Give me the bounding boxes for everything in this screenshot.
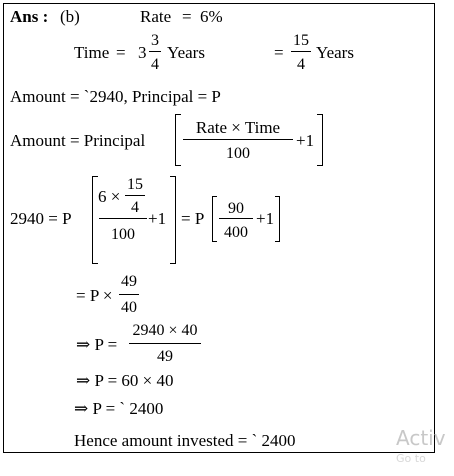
time-unit-2: Years: [316, 43, 354, 62]
time-fraction-denominator: 4: [151, 56, 159, 73]
substitute-six-times: 6 ×: [98, 187, 121, 206]
given-line: Amount = `2940, Principal = P: [10, 87, 221, 106]
time-whole: 3: [138, 43, 147, 62]
formula-plus-one: +1: [296, 131, 315, 150]
substitute2-left-bracket: [212, 196, 217, 242]
formula-bar: [183, 139, 293, 140]
answer-prefix: Ans :: [10, 7, 49, 26]
substitute-inner-denominator: 4: [131, 199, 139, 216]
substitute-mid: = P: [181, 209, 205, 228]
formula-denominator: 100: [226, 145, 250, 162]
step1-numerator: 49: [121, 273, 137, 290]
activation-watermark: Activ: [396, 426, 446, 450]
step2-text: ⇒ P =: [76, 335, 118, 354]
substitute-inner-numerator: 15: [127, 176, 143, 193]
rate-label: Rate: [140, 7, 172, 26]
formula-lhs: Amount = Principal: [10, 131, 146, 150]
time-label: Time: [74, 43, 110, 62]
time-denominator-2: 4: [297, 56, 305, 73]
step2-numerator: 2940 × 40: [132, 322, 198, 339]
substitute2-bar: [219, 218, 253, 219]
substitute-main-bar: [99, 218, 147, 219]
substitute-right-bracket: [170, 176, 176, 264]
substitute2-right-bracket: [275, 196, 280, 242]
step2-bar: [129, 343, 201, 344]
step4-text: ⇒ P = ` 2400: [74, 399, 164, 418]
answer-option: (b): [60, 7, 80, 26]
time-equals-2: =: [274, 43, 284, 62]
substitute2-numerator: 90: [228, 200, 244, 217]
step1-bar: [119, 294, 139, 295]
formula-left-bracket: [175, 114, 181, 166]
time-equals: =: [116, 43, 126, 62]
activation-watermark-sub: Go to: [396, 452, 426, 465]
substitute-denominator: 100: [111, 226, 135, 243]
step1-text: = P ×: [76, 286, 113, 305]
substitute-lhs: 2940 = P: [10, 209, 72, 228]
rate-value: 6%: [200, 7, 223, 26]
time-bar-2: [291, 51, 311, 52]
substitute2-plus-one: +1: [256, 209, 275, 228]
step1-denominator: 40: [121, 299, 137, 316]
time-fraction-bar: [149, 51, 161, 52]
conclusion-text: Hence amount invested = ` 2400: [74, 431, 296, 450]
substitute-plus-one: +1: [148, 209, 167, 228]
formula-numerator: Rate × Time: [195, 118, 281, 137]
step2-denominator: 49: [157, 348, 173, 365]
formula-right-bracket: [317, 114, 323, 166]
time-fraction-numerator: 3: [151, 32, 159, 49]
rate-equals: =: [182, 7, 192, 26]
time-numerator-2: 15: [293, 32, 309, 49]
substitute-inner-bar: [125, 195, 145, 196]
time-unit: Years: [167, 43, 205, 62]
substitute2-denominator: 400: [224, 224, 248, 241]
step3-text: ⇒ P = 60 × 40: [76, 371, 174, 390]
